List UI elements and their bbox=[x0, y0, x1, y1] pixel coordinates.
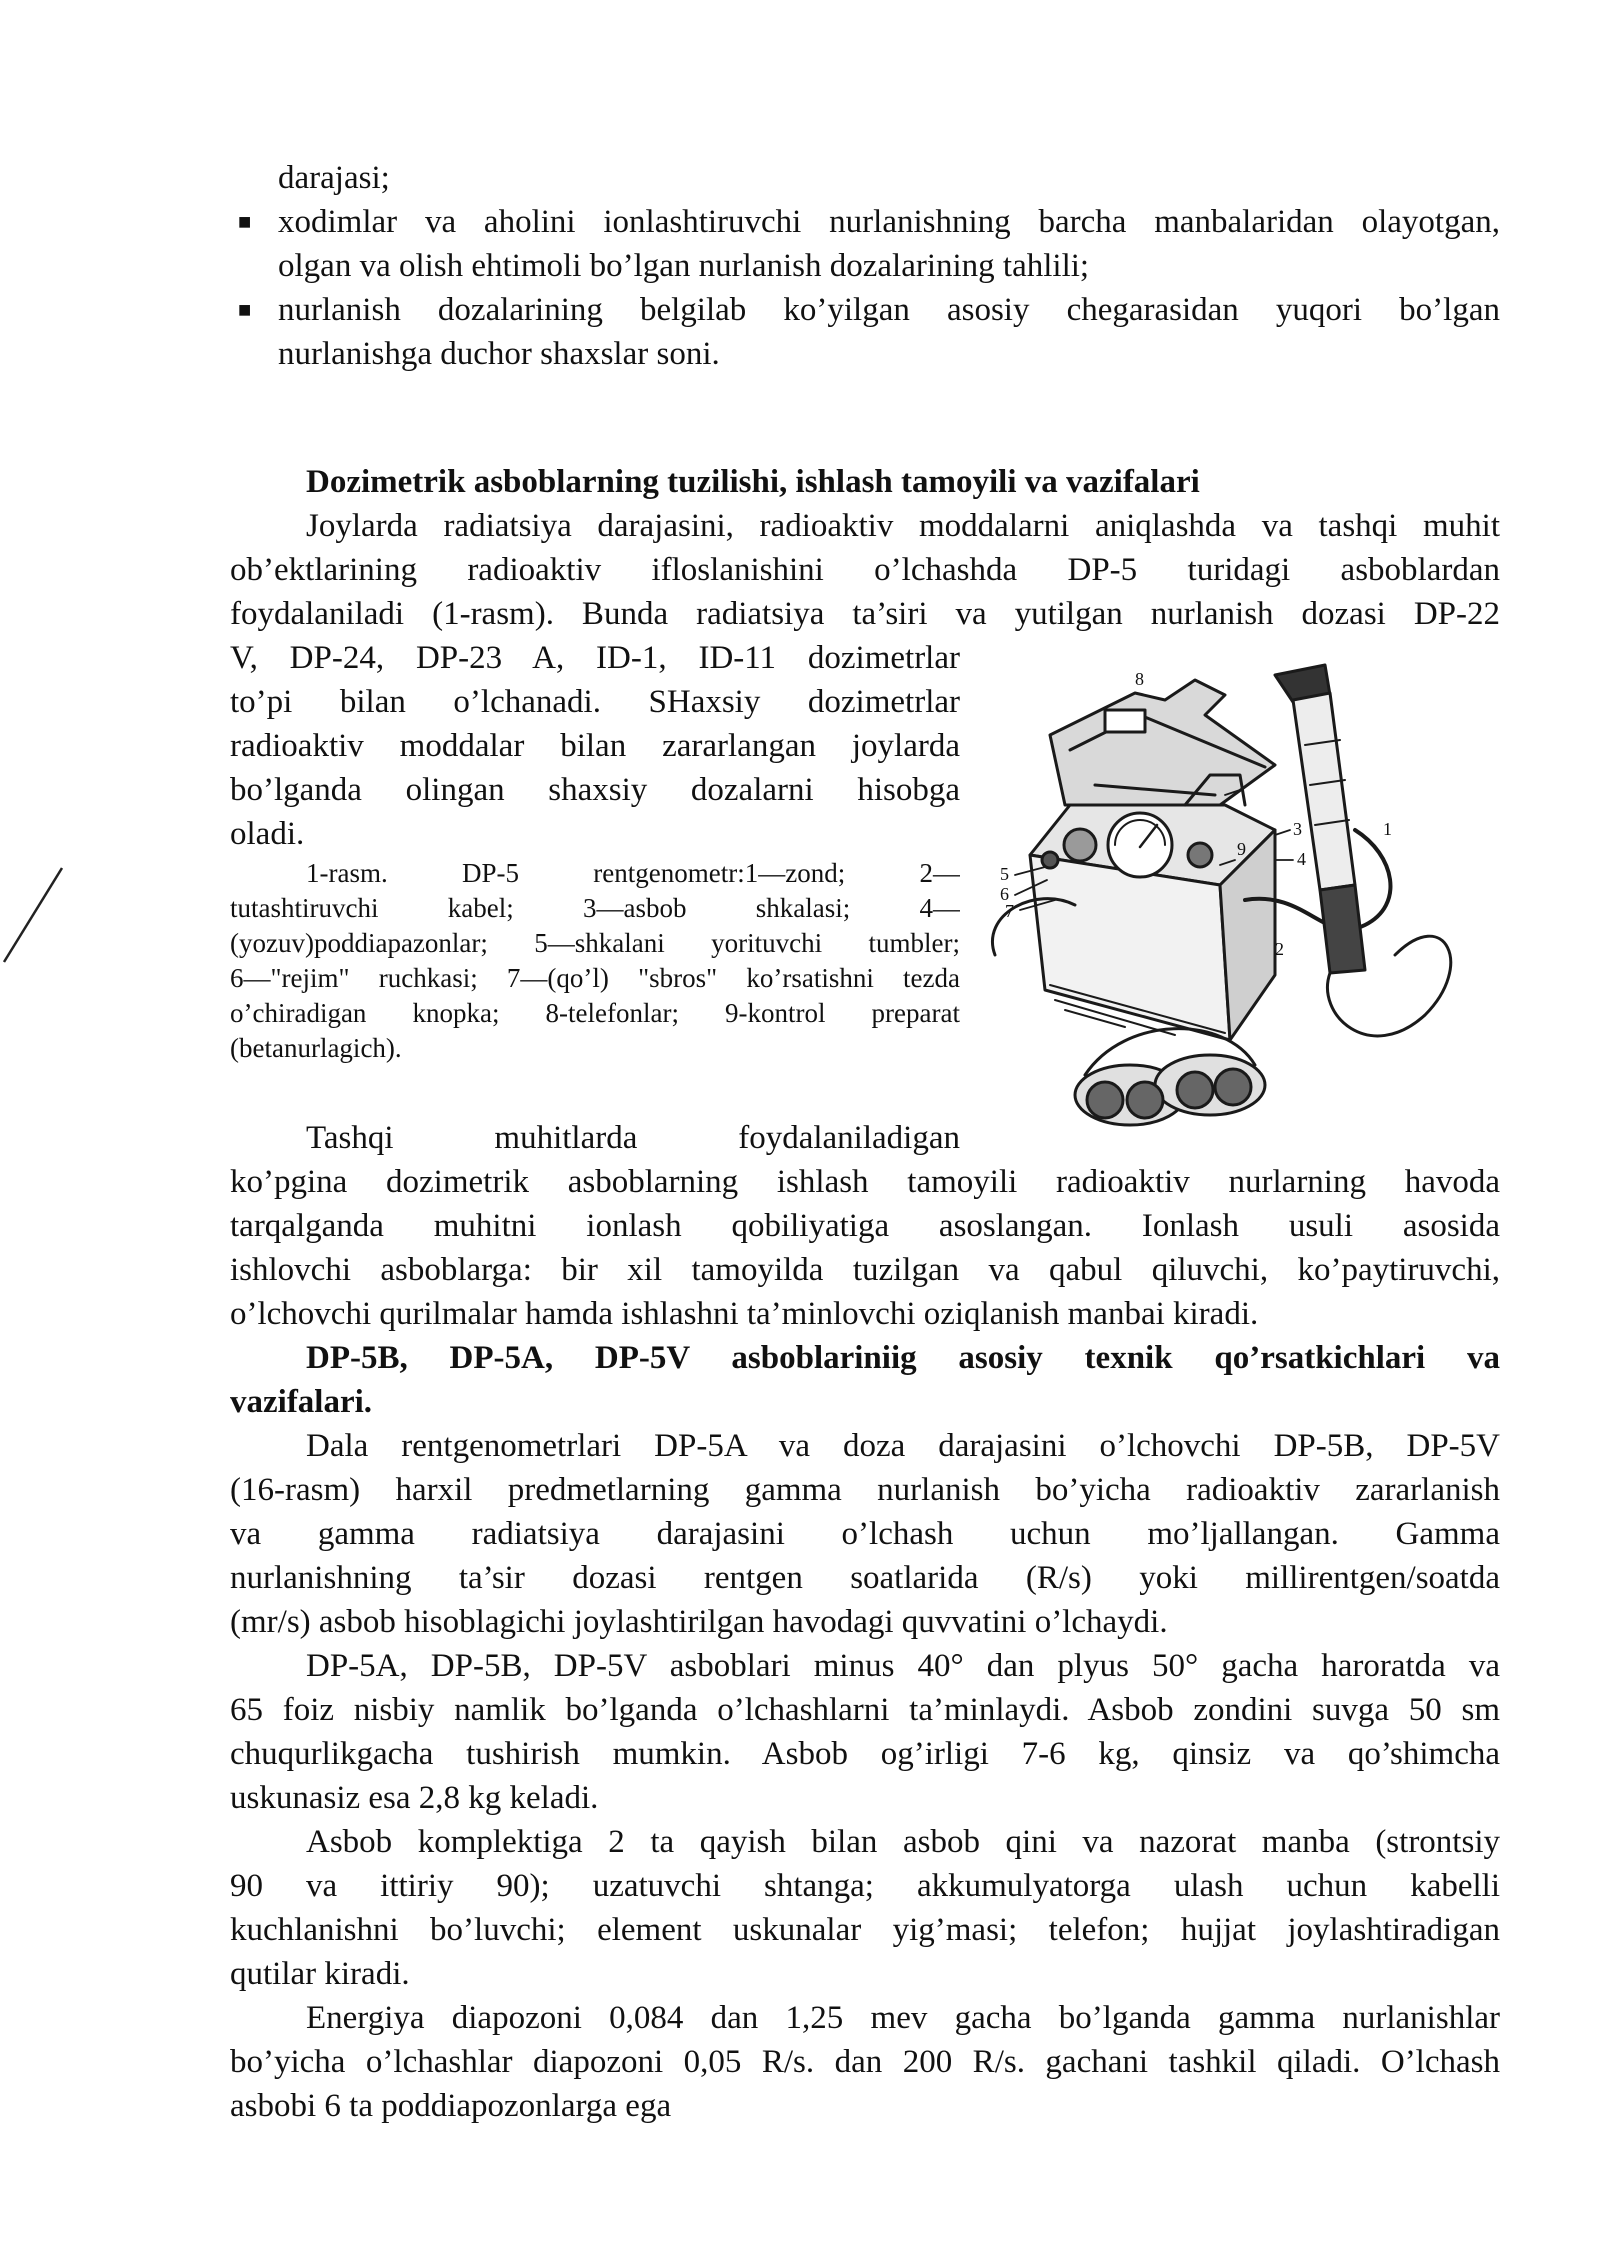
s2-p2-line-1: DP-5A, DP-5B, DP-5V asboblari minus 40° dan plyus 50° gacha haroratda va bbox=[306, 1648, 1500, 1684]
figure-label: 6 bbox=[1000, 884, 1009, 904]
figure-label: 4 bbox=[1297, 849, 1306, 869]
caption-line-5: o’chiradigan knopka; 8-telefonlar; 9-kontrol preparat bbox=[230, 998, 960, 1028]
s2-p4-line-1: Energiya diapozoni 0,084 dan 1,25 mev gacha bo’lganda gamma nurlanishlar bbox=[306, 2000, 1500, 2036]
figure-label: 3 bbox=[1293, 819, 1302, 839]
caption-line-3: (yozuv)poddiapazonlar; 5—shkalani yorituvchi tumbler; bbox=[230, 928, 960, 958]
s2-p3-line-1: Asbob komplektiga 2 ta qayish bilan asbob qini va nazorat manba (strontsiy bbox=[306, 1824, 1500, 1860]
section-2-heading-line-2: vazifalari. bbox=[230, 1384, 373, 1420]
s1-p2-line-4: o’lchovchi qurilmalar hamda ishlashni ta’minlovchi oziqlanish manbai kiradi. bbox=[230, 1296, 1259, 1332]
s1-p2-line-2: tarqalganda muhitni ionlash qobiliyatiga asoslangan. Ionlash usuli asosida bbox=[230, 1208, 1500, 1244]
s2-p1-line-5: (mr/s) asbob hisoblagichi joylashtirilgan havodagi quvvatini o’lchaydi. bbox=[230, 1604, 1168, 1640]
list-fragment: darajasi; bbox=[278, 160, 390, 196]
figure-label: 9 bbox=[1237, 839, 1246, 859]
figure-label: 8 bbox=[1135, 669, 1144, 689]
s1-p1-narrow-line-4: bo’lganda olingan shaxsiy dozalarni hisobga bbox=[230, 772, 960, 808]
s2-p2-line-2: 65 foiz nisbiy namlik bo’lganda o’lchashlarni ta’minlaydi. Asbob zondini suvga 50 sm bbox=[230, 1692, 1500, 1728]
s1-p1-line-2: ob’ektlarining radioaktiv ifloslanishini o’lchashda DP-5 turidagi asboblardan bbox=[230, 552, 1500, 588]
s2-p1-line-1: Dala rentgenometrlari DP-5A va doza darajasini o’lchovchi DP-5B, DP-5V bbox=[306, 1428, 1500, 1464]
s2-p3-line-4: qutilar kiradi. bbox=[230, 1956, 410, 1992]
s1-p1-narrow-line-2: to’pi bilan o’lchanadi. SHaxsiy dozimetrlar bbox=[230, 684, 960, 720]
section-2-heading-line-1: DP-5B, DP-5A, DP-5V asboblariniig asosiy texnik qo’rsatkichlari va bbox=[306, 1340, 1500, 1376]
s1-p2-first-line: Tashqi muhitlarda foydalaniladigan bbox=[306, 1120, 960, 1156]
s1-p1-narrow-line-5: oladi. bbox=[230, 816, 305, 852]
s1-p2-line-3: ishlovchi asboblarga: bir xil tamoyilda tuzilgan va qabul qiluvchi, ko’paytiruvchi, bbox=[230, 1252, 1500, 1288]
s1-p1-line-1: Joylarda radiatsiya darajasini, radioaktiv moddalarni aniqlashda va tashqi muhit bbox=[306, 508, 1500, 544]
s2-p1-line-3: va gamma radiatsiya darajasini o’lchash uchun mo’ljallangan. Gamma bbox=[230, 1516, 1500, 1552]
s2-p3-line-3: kuchlanishni bo’luvchi; element uskunalar yig’masi; telefon; hujjat joylashtiradigan bbox=[230, 1912, 1500, 1948]
s2-p4-line-3: asbobi 6 ta poddiapozonlarga ega bbox=[230, 2088, 672, 2124]
s1-p1-narrow-line-3: radioaktiv moddalar bilan zararlangan joylarda bbox=[230, 728, 960, 764]
figure-label: 2 bbox=[1275, 939, 1284, 959]
section-1-heading: Dozimetrik asboblarning tuzilishi, ishlash tamoyili va vazifalari bbox=[306, 464, 1200, 500]
figure-label: 1 bbox=[1383, 819, 1392, 839]
bullet-2-line-1: nurlanish dozalarining belgilab ko’yilgan asosiy chegarasidan yuqori bo’lgan bbox=[278, 292, 1500, 328]
bullet-2-line-2: nurlanishga duchor shaxslar soni. bbox=[278, 336, 720, 372]
s2-p3-line-2: 90 va ittiriy 90); uzatuvchi shtanga; akkumulyatorga ulash uchun kabelli bbox=[230, 1868, 1500, 1904]
s2-p1-line-4: nurlanishning ta’sir dozasi rentgen soatlarida (R/s) yoki millirentgen/soatda bbox=[230, 1560, 1500, 1596]
s1-p2-line-1: ko’pgina dozimetrik asboblarning ishlash tamoyili radioaktiv nurlarning havoda bbox=[230, 1164, 1500, 1200]
caption-line-4: 6—"rejim" ruchkasi; 7—(qo’l) "sbros" ko’rsatishni tezda bbox=[230, 963, 960, 993]
dp5-rentgenometer-figure bbox=[975, 655, 1500, 1135]
figure-label: 5 bbox=[1000, 864, 1009, 884]
caption-line-6: (betanurlagich). bbox=[230, 1033, 402, 1063]
figure-label: 7 bbox=[1005, 901, 1014, 921]
caption-line-2: tutashtiruvchi kabel; 3—asbob shkalasi; 4— bbox=[230, 893, 960, 923]
caption-line-1: 1-rasm. DP-5 rentgenometr:1—zond; 2— bbox=[306, 858, 960, 888]
s1-p1-narrow-line-1: V, DP-24, DP-23 A, ID-1, ID-11 dozimetrlar bbox=[230, 640, 960, 676]
bullet-marker-icon: ■ bbox=[238, 297, 252, 322]
s2-p2-line-4: uskunasiz esa 2,8 kg keladi. bbox=[230, 1780, 599, 1816]
s2-p4-line-2: bo’yicha o’lchashlar diapozoni 0,05 R/s. dan 200 R/s. gachani tashkil qiladi. O’lchash bbox=[230, 2044, 1500, 2080]
bullet-1-line-2: olgan va olish ehtimoli bo’lgan nurlanish dozalarining tahlili; bbox=[278, 248, 1090, 284]
stray-pen-mark-icon bbox=[0, 860, 70, 970]
s2-p1-line-2: (16-rasm) harxil predmetlarning gamma nurlanish bo’yicha radioaktiv zararlanish bbox=[230, 1472, 1500, 1508]
bullet-1-line-1: xodimlar va aholini ionlashtiruvchi nurlanishning barcha manbalaridan olayotgan, bbox=[278, 204, 1500, 240]
s1-p1-line-3: foydalaniladi (1-rasm). Bunda radiatsiya ta’siri va yutilgan nurlanish dozasi DP-22 bbox=[230, 596, 1500, 632]
s2-p2-line-3: chuqurlikgacha tushirish mumkin. Asbob og’irligi 7-6 kg, qinsiz va qo’shimcha bbox=[230, 1736, 1500, 1772]
bullet-marker-icon: ■ bbox=[238, 209, 252, 234]
